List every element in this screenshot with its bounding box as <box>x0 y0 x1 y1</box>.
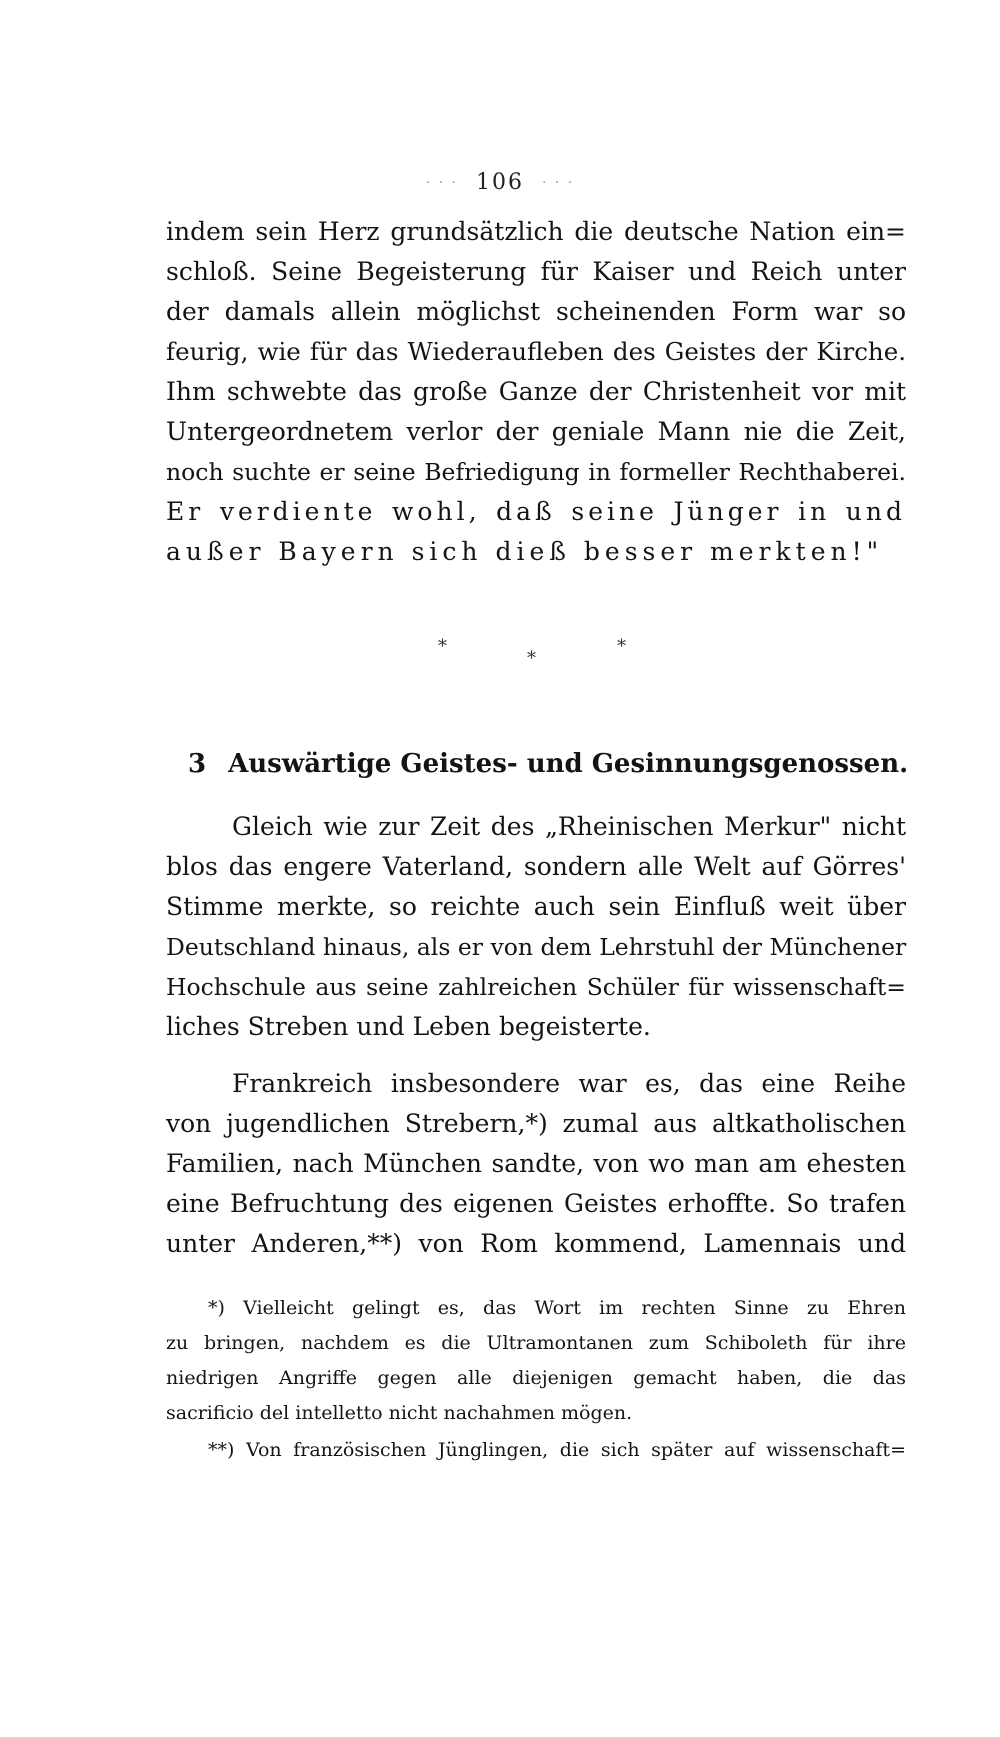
text-line: außer Bayern sich dieß besser merkten!" <box>166 537 884 566</box>
text-line: eine Befruchtung des eigenen Geistes erhoffte. So trafen <box>166 1189 906 1218</box>
text-line: Stimme merkte, so reichte auch sein Einfluß weit über <box>166 892 906 921</box>
text-line: von jugendlichen Strebern,*) zumal aus altkatholischen <box>166 1109 906 1138</box>
text-line: Ihm schwebte das große Ganze der Christenheit vor mit <box>166 377 906 406</box>
section-title: Auswärtige Geistes- und Gesinnungsgenossen. <box>228 749 909 779</box>
text-line: Familien, nach München sandte, von wo man am ehesten <box>166 1149 906 1178</box>
text-line: Gleich wie zur Zeit des „Rheinischen Merkur" nicht <box>232 812 906 841</box>
text-line: Hochschule aus seine zahlreichen Schüler für wissenschaft= <box>166 973 906 1001</box>
text-line: blos das engere Vaterland, sondern alle Welt auf Görres' <box>166 852 906 881</box>
text-line: Frankreich insbesondere war es, das eine Reihe <box>232 1069 906 1098</box>
footnote-line: **) Von französischen Jünglingen, die sich später auf wissenschaft= <box>208 1439 906 1461</box>
footnote-line: *) Vielleicht gelingt es, das Wort im rechten Sinne zu Ehren <box>208 1297 906 1319</box>
text-line: schloß. Seine Begeisterung für Kaiser und Reich unter <box>166 257 906 286</box>
page-number: · · · 106 · · · <box>425 170 575 195</box>
text-line: feurig, wie für das Wiederaufleben des Geistes der Kirche. <box>166 337 906 366</box>
text-line: noch suchte er seine Befriedigung in formeller Rechthaberei. <box>166 458 906 486</box>
text-line: der damals allein möglichst scheinenden Form war so <box>166 297 906 326</box>
page-number-text: 106 <box>476 170 524 195</box>
separator-asterisk: * <box>527 648 536 669</box>
section-heading <box>188 742 908 786</box>
section-number: 3 <box>188 749 207 779</box>
separator-asterisk: * <box>438 636 447 657</box>
text-line: Deutschland hinaus, als er von dem Lehrstuhl der Münchener <box>166 933 907 961</box>
footnote-line: niedrigen Angriffe gegen alle diejenigen gemacht haben, die das <box>166 1367 906 1389</box>
text-line: unter Anderen,**) von Rom kommend, Lamennais und <box>166 1229 906 1258</box>
separator-asterisk: * <box>617 636 626 657</box>
section-separator <box>0 636 1000 676</box>
text-line: indem sein Herz grundsätzlich die deutsche Nation ein= <box>166 217 906 246</box>
footnote-line: zu bringen, nachdem es die Ultramontanen zum Schiboleth für ihre <box>166 1332 906 1354</box>
text-line: liches Streben und Leben begeisterte. <box>166 1012 651 1041</box>
text-line: Er verdiente wohl, daß seine Jünger in und <box>166 497 906 526</box>
text-line: Untergeordnetem verlor der geniale Mann nie die Zeit, <box>166 417 906 446</box>
footnote-line: sacrificio del intelletto nicht nachahmen mögen. <box>166 1402 633 1424</box>
